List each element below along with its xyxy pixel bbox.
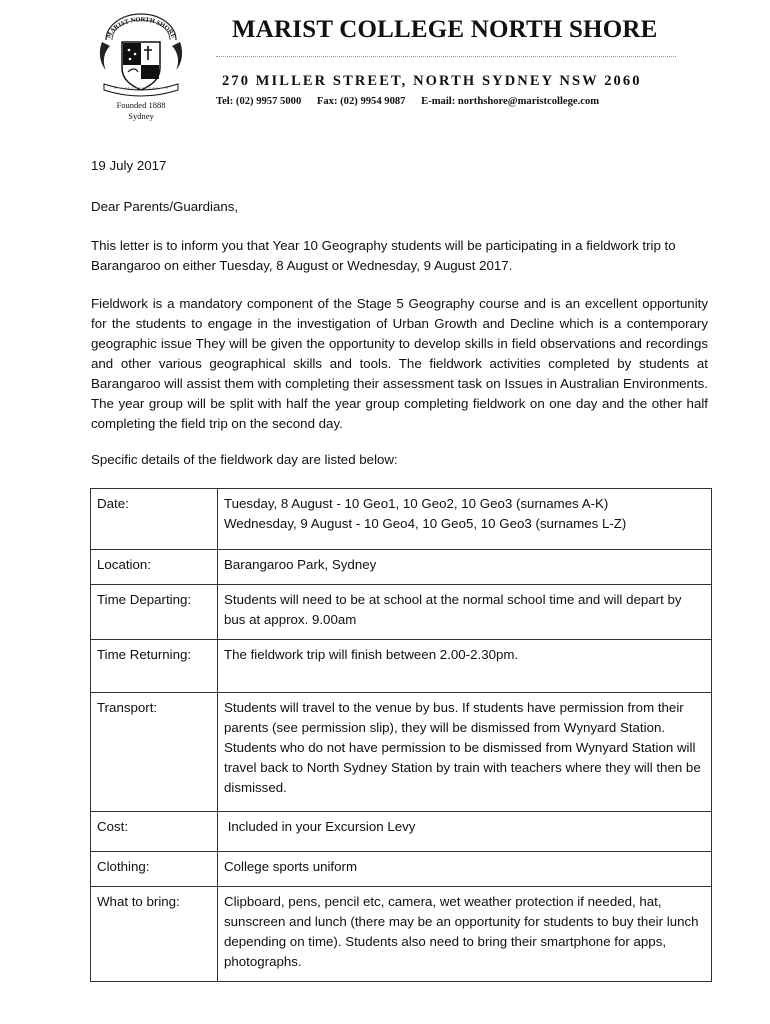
date-value bbox=[218, 489, 712, 550]
table-row bbox=[91, 887, 712, 982]
school-name-heading: MARIST COLLEGE NORTH SHORE bbox=[232, 16, 658, 43]
date-line-2: Wednesday, 9 August - 10 Geo4, 10 Geo5, 10 Geo3 (surnames L-Z) bbox=[224, 516, 627, 531]
departing-value: Students will need to be at school at the normal school time and will depart by bus at approx. 9.00am bbox=[218, 585, 712, 640]
what-to-bring-label: What to bring: bbox=[91, 887, 218, 982]
contact-fax: Fax: (02) 9954 9087 bbox=[316, 96, 406, 107]
location-label: Location: bbox=[91, 550, 218, 585]
departing-label: Time Departing: bbox=[91, 585, 218, 640]
returning-value: The fieldwork trip will finish between 2.00-2.30pm. bbox=[218, 640, 712, 693]
transport-label: Transport: bbox=[91, 693, 218, 812]
contact-phone: Tel: (02) 9957 5000 bbox=[216, 96, 302, 107]
founded-place: Sydney bbox=[128, 111, 154, 121]
table-row bbox=[91, 640, 712, 693]
returning-label: Time Returning: bbox=[91, 640, 218, 693]
table-row bbox=[91, 693, 712, 812]
table-row bbox=[91, 550, 712, 585]
founded-year: Founded 1888 bbox=[116, 100, 166, 110]
crest-arc-text: MARIST NORTH SHORE bbox=[105, 16, 177, 40]
letter-salutation: Dear Parents/Guardians, bbox=[91, 199, 239, 214]
svg-text:MARIST NORTH SHORE bbox=[105, 16, 177, 39]
transport-value: Students will travel to the venue by bus. If students have permission from their parents (see permission slip), they will be dismissed from Wynyard Station. Students who do not have permission to be dismissed from Wynyard Station will travel back to North Sydney Station by train with teachers where they will then be dismissed. bbox=[218, 693, 712, 812]
clothing-label: Clothing: bbox=[91, 852, 218, 887]
school-address: 270 MILLER STREET, NORTH SYDNEY NSW 2060 bbox=[222, 73, 642, 89]
location-value: Barangaroo Park, Sydney bbox=[218, 550, 712, 585]
intro-paragraph: This letter is to inform you that Year 10 Geography students will be participating in a fieldwork trip to Barangaroo on either Tuesday, 8 August or Wednesday, 9 August 2017. bbox=[91, 238, 676, 273]
letter-date: 19 July 2017 bbox=[91, 158, 167, 173]
what-to-bring-value: Clipboard, pens, pencil etc, camera, wet weather protection if needed, hat, sunscreen and lunch (there may be an opportunity for students to buy their lunch depending on time). Students also need to bring their smartphone for apps, photographs. bbox=[218, 887, 712, 982]
clothing-value: College sports uniform bbox=[218, 852, 712, 887]
contact-email: E-mail: northshore@maristcollege.com bbox=[421, 96, 600, 107]
fieldwork-paragraph: Fieldwork is a mandatory component of the Stage 5 Geography course and is an excellent opportunity for the students to engage in the investigation of Urban Growth and Decline which is a contemporary geographic issue They will be given the opportunity to develop skills in field observations and recordings and other various geographical skills and tools. The fieldwork activities completed by students at Barangaroo will assist them with completing their assessment task on Issues in Australian Environments. The year group will be split with half the year group completing fieldwork on one day and the other half completing the field trip on the second day. bbox=[91, 296, 708, 431]
table-row bbox=[91, 812, 712, 852]
cost-label: Cost: bbox=[91, 812, 218, 852]
date-line-1: Tuesday, 8 August - 10 Geo1, 10 Geo2, 10 Geo3 (surnames A-K) bbox=[224, 496, 609, 511]
fieldwork-details-table bbox=[90, 488, 712, 982]
header-divider bbox=[216, 56, 676, 57]
cost-value: Included in your Excursion Levy bbox=[218, 812, 712, 852]
table-row bbox=[91, 489, 712, 550]
founded-caption bbox=[96, 100, 186, 122]
table-row bbox=[91, 585, 712, 640]
date-label: Date: bbox=[91, 489, 218, 550]
table-row bbox=[91, 852, 712, 887]
details-intro: Specific details of the fieldwork day are listed below: bbox=[91, 452, 398, 467]
contact-line bbox=[216, 96, 612, 107]
school-crest-logo bbox=[96, 12, 186, 100]
